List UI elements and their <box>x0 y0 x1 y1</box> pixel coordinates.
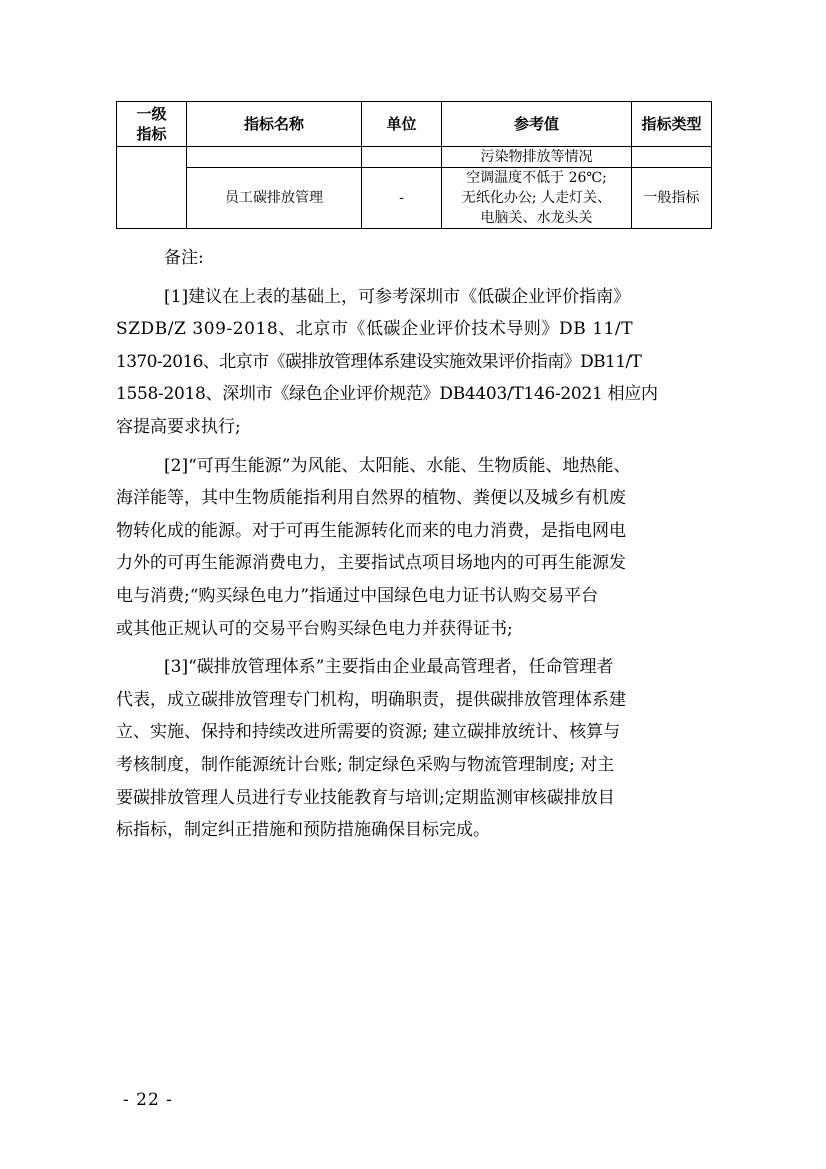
notes-section <box>116 242 711 847</box>
reference-value-cell: 空调温度不低于 26℃; 无纸化办公; 人走灯关、 电脑关、水龙头关 <box>442 168 632 229</box>
header-level1-indicator: 一级 指标 <box>117 102 187 147</box>
note-paragraph-1: [1]建议在上表的基础上，可参考深圳市《低碳企业评价指南》 SZDB/Z 309-2018、北京市《低碳企业评价技术导则》DB 11/T 1370-2016、北京市《碳排放管理体系建设实施效果评价指南》DB11/T 1558-2018、深圳市《绿色企业评价规范》DB4403/T146-2021 相应内 容提高要求执行; <box>116 286 658 437</box>
header-unit: 单位 <box>362 102 442 147</box>
indicator-name-cell <box>187 147 362 168</box>
table-row <box>117 147 712 168</box>
header-reference-value: 参考值 <box>442 102 632 147</box>
header-indicator-name: 指标名称 <box>187 102 362 147</box>
note-paragraph-3: [3]“碳排放管理体系”主要指由企业最高管理者，任命管理者 代表，成立碳排放管理专门机构，明确职责，提供碳排放管理体系建 立、实施、保持和持续改进所需要的资源; 建立碳排放统计、核算与 考核制度，制作能源统计台账; 制定绿色采购与物流管理制度; 对主 要碳排放管理人员进行专业技能教育与培训;定期监测审核碳排放目 标指标，制定纠正措施和预防措施确保目标完成。 <box>116 657 626 841</box>
indicator-name-cell: 员工碳排放管理 <box>187 168 362 229</box>
reference-value-cell: 污染物排放等情况 <box>442 147 632 168</box>
indicator-type-cell: 一般指标 <box>632 168 712 229</box>
note-paragraph-2: [2]“可再生能源”为风能、太阳能、水能、生物质能、地热能、 海洋能等，其中生物质能指利用自然界的植物、粪便以及城乡有机废 物转化成的能源。对于可再生能源转化而来的电力消费，是指电网电 力外的可再生能源消费电力，主要指试点项目场地内的可再生能源发 电与消费;“购买绿色电力”指通过中国绿色电力证书认购交易平台 或其他正规认可的交易平台购买绿色电力并获得证书; <box>116 455 631 639</box>
unit-cell: - <box>362 168 442 229</box>
notes-label: 备注: <box>164 248 204 268</box>
unit-cell <box>362 147 442 168</box>
table-header-row <box>117 102 712 147</box>
page-number: - 22 - <box>123 1090 173 1110</box>
indicator-table <box>116 101 712 229</box>
table-row <box>117 168 712 229</box>
indicator-type-cell <box>632 147 712 168</box>
header-indicator-type: 指标类型 <box>632 102 712 147</box>
level1-indicator-cell <box>117 147 187 229</box>
